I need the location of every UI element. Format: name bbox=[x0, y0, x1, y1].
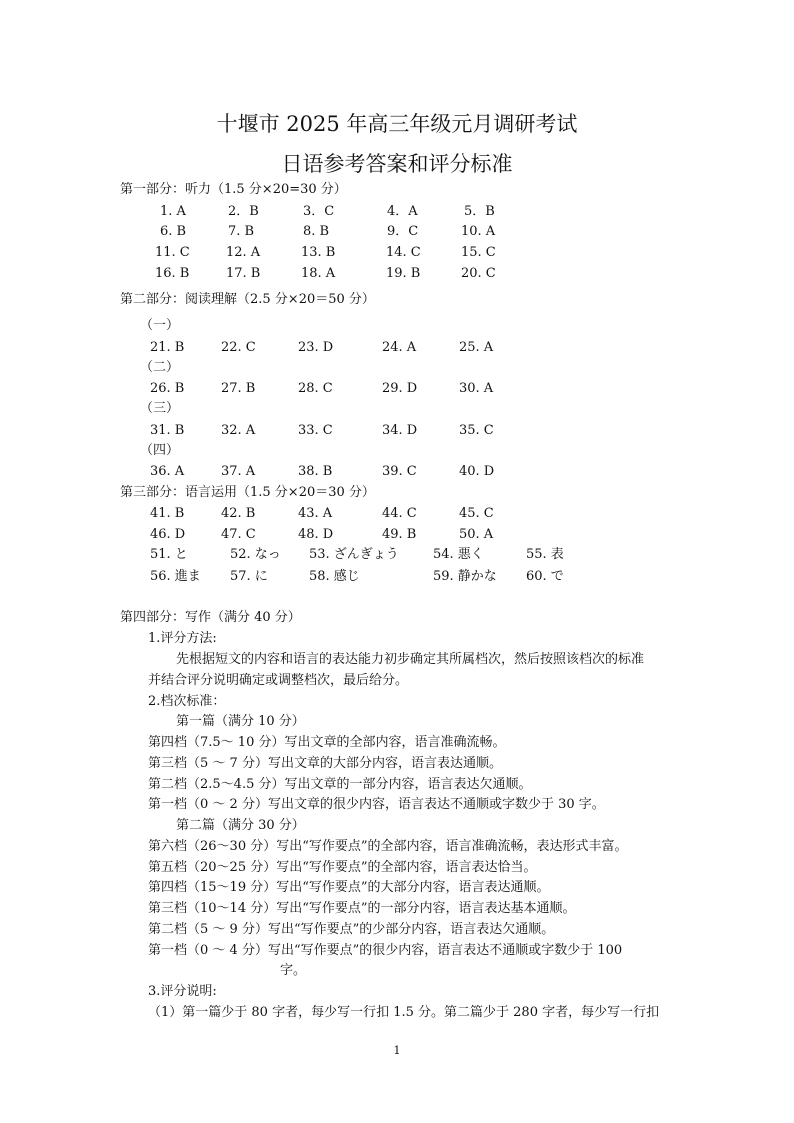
page-number: 1 bbox=[393, 1044, 401, 1057]
answer-cell: 16. B bbox=[155, 266, 190, 281]
answer-cell: 54. 悪く bbox=[433, 547, 484, 562]
answer-cell: 40. D bbox=[459, 464, 495, 479]
answer-cell: 52. なっ bbox=[230, 547, 281, 562]
note-item: （1）第一篇少于 80 字者，每少写一行扣 1.5 分。第二篇少于 280 字者，每少写一行扣 bbox=[148, 1005, 660, 1020]
levels-title: 2.档次标准： bbox=[148, 694, 226, 709]
answer-cell: 59. 静かな bbox=[433, 569, 497, 584]
answer-cell: 14. C bbox=[386, 245, 421, 260]
answer-cell: 22. C bbox=[221, 340, 256, 355]
answer-cell: 18. A bbox=[301, 266, 336, 281]
answer-cell: 60. で bbox=[526, 569, 564, 584]
answer-cell: 20. C bbox=[461, 266, 496, 281]
answer-cell: 31. B bbox=[150, 423, 185, 438]
answer-cell: 3．C bbox=[303, 204, 335, 219]
answer-cell: 27. B bbox=[221, 381, 256, 396]
essay2-level: 第五档（20～25 分）写出“写作要点”的全部内容，语言表达恰当。 bbox=[148, 860, 537, 875]
answer-cell: 50. A bbox=[459, 527, 494, 542]
answer-cell: 10. A bbox=[461, 224, 496, 239]
answer-cell: 32. A bbox=[221, 423, 256, 438]
answer-cell: 49. B bbox=[382, 527, 417, 542]
answer-cell: 4．A bbox=[387, 204, 418, 219]
answer-cell: 9．C bbox=[387, 224, 419, 239]
essay1-title: 第一篇（满分 10 分） bbox=[176, 714, 305, 729]
essay2-level: 第四档（15～19 分）写出“写作要点”的大部分内容，语言表达通顺。 bbox=[148, 880, 550, 895]
answer-cell: 33. C bbox=[298, 423, 333, 438]
answer-cell: 21. B bbox=[150, 340, 185, 355]
answer-cell: 7. B bbox=[228, 224, 255, 239]
document-subtitle: 日语参考答案和评分标准 bbox=[281, 152, 513, 176]
answer-cell: 53. ざんぎょう bbox=[309, 547, 399, 562]
answer-cell: 43. A bbox=[298, 506, 333, 521]
answer-cell: 2．B bbox=[228, 204, 259, 219]
answer-cell: 28. C bbox=[298, 381, 333, 396]
answer-cell: 25. A bbox=[459, 340, 494, 355]
answer-cell: 15. C bbox=[461, 245, 496, 260]
essay1-level: 第一档（0 ～ 2 分）写出文章的很少内容，语言表达不通顺或字数少于 30 字。 bbox=[148, 797, 605, 812]
section-label: （四） bbox=[140, 443, 180, 458]
essay2-level-continuation: 字。 bbox=[280, 963, 307, 978]
answer-cell: 12. A bbox=[226, 245, 261, 260]
essay2-title: 第二篇（满分 30 分） bbox=[176, 818, 305, 833]
answer-cell: 5．B bbox=[464, 204, 495, 219]
part2-heading: 第二部分：阅读理解（2.5 分×20＝50 分） bbox=[120, 292, 375, 307]
answer-cell: 47. C bbox=[221, 527, 256, 542]
answer-cell: 23. D bbox=[298, 340, 334, 355]
section-label: （三） bbox=[140, 401, 180, 416]
answer-cell: 1. A bbox=[160, 204, 186, 219]
answer-cell: 13. B bbox=[301, 245, 336, 260]
essay1-level: 第三档（5 ～ 7 分）写出文章的大部分内容，语言表达通顺。 bbox=[148, 756, 502, 771]
answer-cell: 29. D bbox=[382, 381, 418, 396]
answer-cell: 37. A bbox=[221, 464, 256, 479]
answer-cell: 35. C bbox=[459, 423, 494, 438]
answer-cell: 41. B bbox=[150, 506, 185, 521]
answer-cell: 6. B bbox=[160, 224, 187, 239]
notes-title: 3.评分说明: bbox=[148, 984, 217, 999]
answer-cell: 44. C bbox=[382, 506, 417, 521]
answer-cell: 19. B bbox=[386, 266, 421, 281]
answer-cell: 51. と bbox=[150, 547, 188, 562]
answer-cell: 17. B bbox=[226, 266, 261, 281]
answer-cell: 26. B bbox=[150, 381, 185, 396]
answer-cell: 8. B bbox=[303, 224, 330, 239]
answer-cell: 11. C bbox=[155, 245, 190, 260]
part4-heading: 第四部分：写作（满分 40 分） bbox=[120, 610, 301, 625]
answer-cell: 58. 感じ bbox=[309, 569, 360, 584]
part3-heading: 第三部分：语言运用（1.5 分×20＝30 分） bbox=[120, 485, 375, 500]
answer-cell: 57. に bbox=[230, 569, 268, 584]
essay2-level: 第二档（5 ～ 9 分）写出“写作要点”的少部分内容，语言表达欠通顺。 bbox=[148, 922, 555, 937]
scoring-method-line: 并结合评分说明确定或调整档次，最后给分。 bbox=[148, 673, 409, 688]
essay2-level: 第三档（10～14 分）写出“写作要点”的一部分内容，语言表达基本通顺。 bbox=[148, 901, 576, 916]
essay1-level: 第二档（2.5～4.5 分）写出文章的一部分内容，语言表达欠通顺。 bbox=[148, 777, 532, 792]
document-title: 十堰市 2025 年高三年级元月调研考试 bbox=[216, 112, 578, 136]
answer-cell: 46. D bbox=[150, 527, 186, 542]
answer-cell: 24. A bbox=[382, 340, 417, 355]
answer-cell: 45. C bbox=[459, 506, 494, 521]
section-label: （一） bbox=[140, 318, 180, 333]
answer-cell: 34. D bbox=[382, 423, 418, 438]
scoring-method-title: 1.评分方法: bbox=[148, 631, 217, 646]
essay2-level: 第一档（0 ～ 4 分）写出“写作要点”的很少内容，语言表达不通顺或字数少于 100 bbox=[148, 943, 623, 958]
answer-cell: 30. A bbox=[459, 381, 494, 396]
answer-cell: 39. C bbox=[382, 464, 417, 479]
answer-cell: 36. A bbox=[150, 464, 185, 479]
essay1-level: 第四档（7.5～ 10 分）写出文章的全部内容，语言准确流畅。 bbox=[148, 735, 506, 750]
answer-cell: 38. B bbox=[298, 464, 333, 479]
answer-cell: 42. B bbox=[221, 506, 256, 521]
answer-cell: 55. 表 bbox=[526, 547, 564, 562]
part1-heading: 第一部分：听力（1.5 分×20=30 分） bbox=[120, 182, 347, 197]
essay2-level: 第六档（26～30 分）写出“写作要点”的全部内容，语言准确流畅，表达形式丰富。 bbox=[148, 839, 628, 854]
scoring-method-line: 先根据短文的内容和语言的表达能力初步确定其所属档次，然后按照该档次的标准 bbox=[176, 652, 645, 667]
answer-cell: 48. D bbox=[298, 527, 334, 542]
answer-cell: 56. 進ま bbox=[150, 569, 201, 584]
section-label: （二） bbox=[140, 360, 180, 375]
